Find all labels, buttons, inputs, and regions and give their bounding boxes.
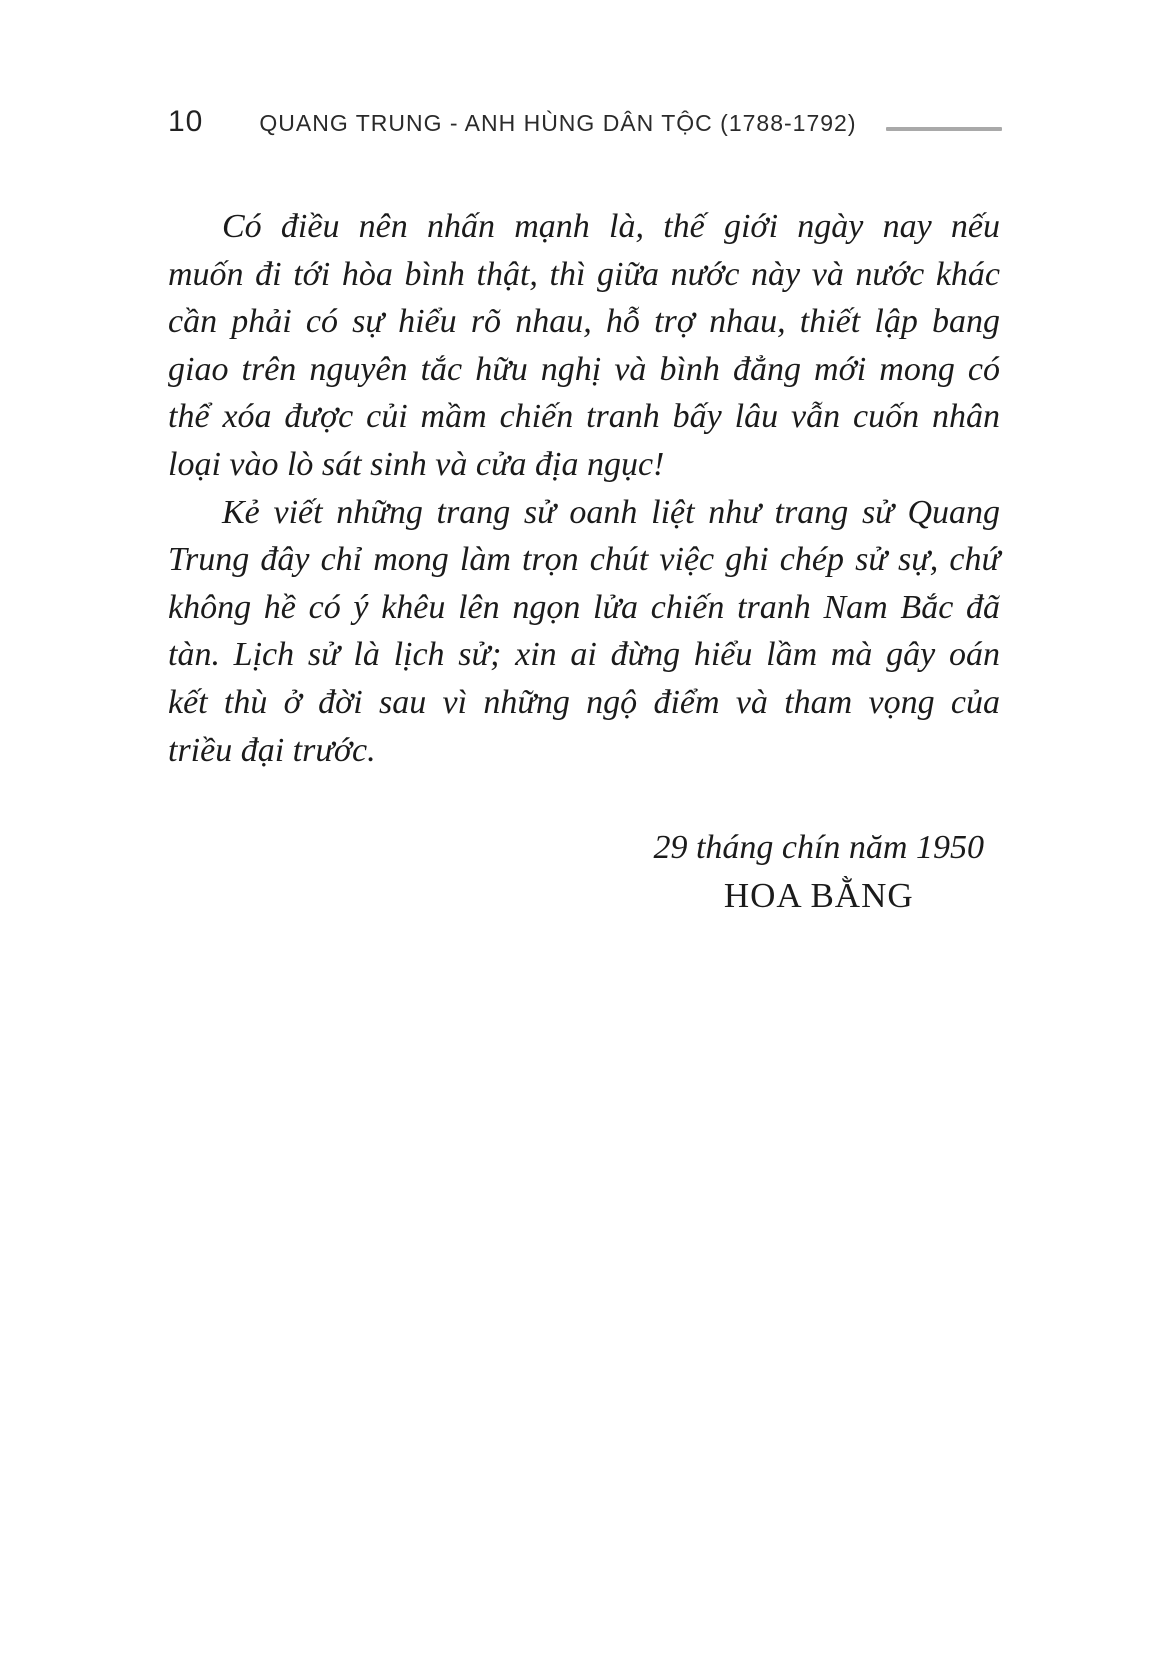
body-text bbox=[168, 203, 1000, 774]
running-title: QUANG TRUNG - ANH HÙNG DÂN TỘC (1788-1792) bbox=[259, 110, 857, 136]
signature-date: 29 tháng chín năm 1950 bbox=[653, 829, 984, 866]
signature-author: HOA BẰNG bbox=[723, 876, 914, 915]
body-line: Có điều nên nhấn mạnh là, thế giới ngày nay nếu bbox=[222, 208, 1000, 245]
signature-block bbox=[168, 824, 1000, 920]
signature-inner bbox=[653, 824, 984, 920]
body-line: loại vào lò sát sinh và cửa địa ngục! bbox=[168, 445, 665, 483]
header-rule bbox=[886, 127, 1002, 131]
body-line: kết thù ở đời sau vì những ngộ điểm và tham vọng của bbox=[168, 683, 1000, 721]
body-line: tàn. Lịch sử là lịch sử; xin ai đừng hiểu lầm mà gây oán bbox=[168, 636, 1000, 674]
page-number: 10 bbox=[168, 105, 204, 138]
body-line: Kẻ viết những trang sử oanh liệt như trang sử Quang bbox=[222, 493, 1000, 531]
body-line: muốn đi tới hòa bình thật, thì giữa nước này và nước khác bbox=[168, 255, 1000, 293]
body-line: cần phải có sự hiểu rõ nhau, hỗ trợ nhau, thiết lập bang bbox=[168, 303, 1000, 341]
body-line: triều đại trước. bbox=[168, 731, 376, 769]
body-line: giao trên nguyên tắc hữu nghị và bình đẳng mới mong có bbox=[168, 350, 1000, 388]
page-header bbox=[168, 104, 1002, 141]
body-line: thể xóa được củi mầm chiến tranh bấy lâu vẫn cuốn nhân bbox=[168, 398, 1000, 436]
body-line: không hề có ý khêu lên ngọn lửa chiến tranh Nam Bắc đã bbox=[168, 588, 1000, 626]
body-line: Trung đây chỉ mong làm trọn chút việc ghi chép sử sự, chứ bbox=[168, 541, 1000, 579]
